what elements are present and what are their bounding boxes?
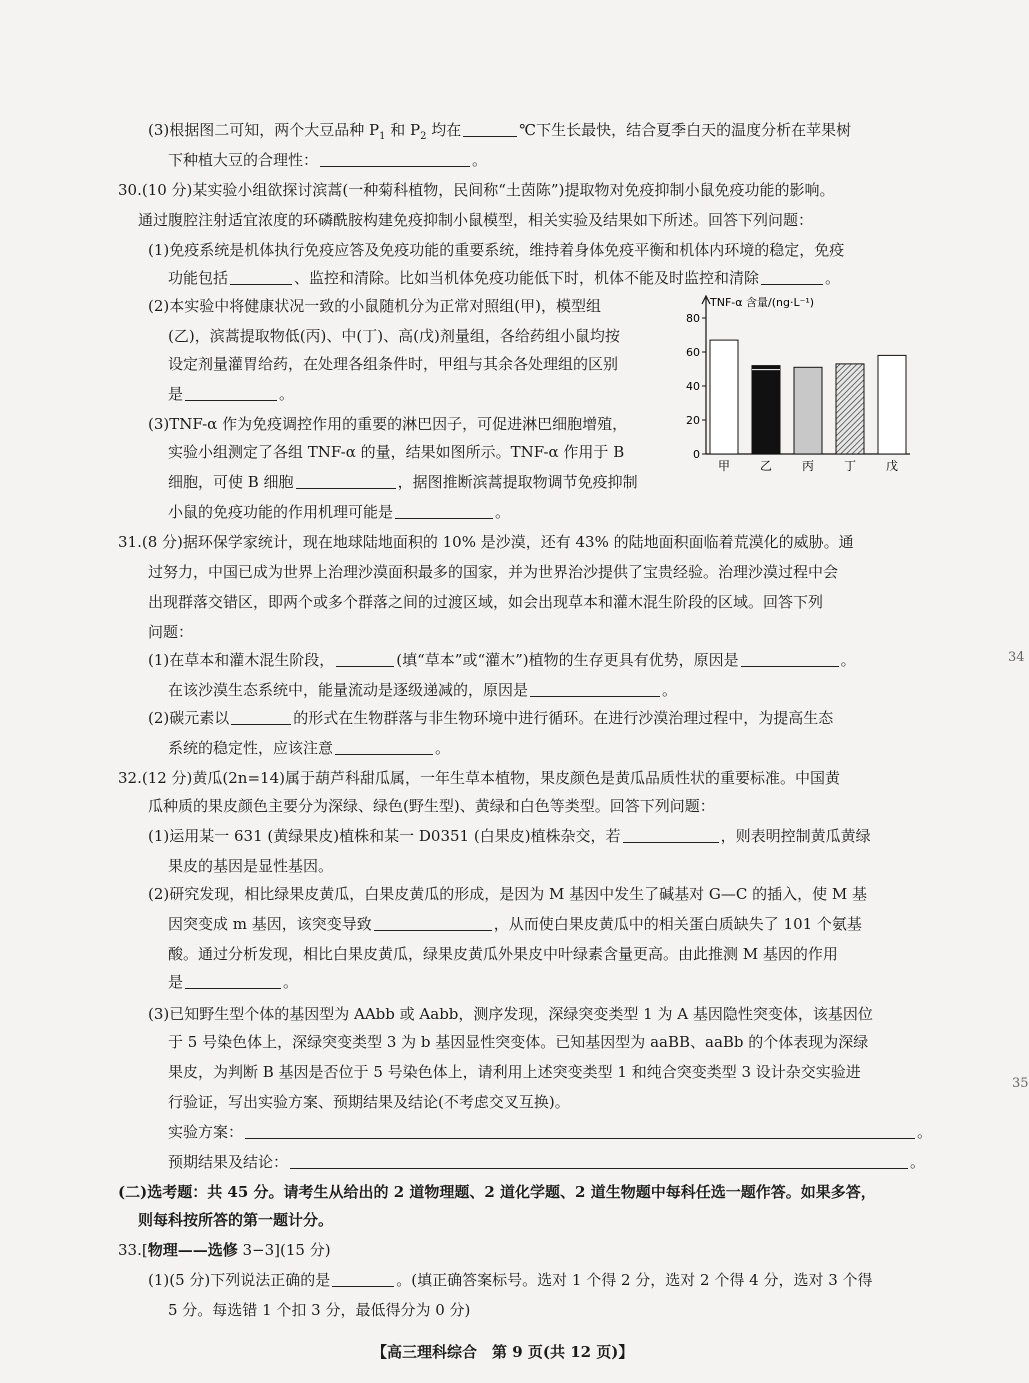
period: 。	[910, 1153, 926, 1171]
answer-blank[interactable]	[336, 651, 394, 667]
q31-part2-line2	[168, 738, 450, 758]
q32-intro-line2: 瓜种质的果皮颜色主要分为深绿、绿色(野生型)、黄绿和白色等类型。回答下列问题：	[148, 797, 715, 815]
section2-heading-line1: (二)选考题：共 45 分。请考生从给出的 2 道物理题、2 道化学题、2 道生物题中每科任选一题作答。如果多答，	[118, 1183, 876, 1201]
y-tick-label: 20	[686, 414, 700, 427]
period: 。	[825, 269, 841, 287]
q32-p2-text1: 因突变成 m 基因，该突变导致	[168, 915, 372, 933]
margin-mark-34: 34	[1008, 650, 1025, 665]
x-category-label: 丙	[801, 459, 815, 473]
period: 。	[840, 651, 856, 669]
answer-blank[interactable]	[245, 1123, 915, 1139]
answer-blank[interactable]	[463, 121, 517, 137]
period: 。	[917, 1123, 933, 1141]
q29-sub1: 1	[379, 131, 386, 142]
q33-p1-text2: 。(填正确答案标号。选对 1 个得 2 分，选对 2 个得 4 分，选对 3 个得	[396, 1271, 873, 1289]
q31-p2-text2: 的形式在生物群落与非生物环境中进行循环。在进行沙漠治理过程中，为提高生态	[293, 709, 834, 727]
page-footer: 【高三理科综合 第 9 页(共 12 页)】	[372, 1343, 634, 1361]
q29-sub2: 2	[420, 131, 427, 142]
bar-乙	[752, 366, 780, 454]
q30-p3-text-c2: ，据图推断滨蒿提取物调节免疫抑制	[397, 473, 638, 491]
q32-intro-line1: 32.(12 分)黄瓜(2n=14)属于葫芦科甜瓜属，一年生草本植物，果皮颜色是黄瓜品质性状的重要标准。中国黄	[118, 769, 840, 787]
q30-part3-line4	[168, 502, 510, 522]
q30-part1-line1: (1)免疫系统是机体执行免疫应答及免疫功能的重要系统，维持着身体免疫平衡和机体内环境的稳定，免疫	[148, 241, 845, 259]
q31-part2-line1	[148, 708, 833, 728]
q31-p1-text3: 在该沙漠生态系统中，能量流动是逐级递减的，原因是	[168, 681, 529, 699]
q33-title-a: 33.[	[118, 1241, 148, 1259]
bar-甲	[710, 340, 738, 454]
x-category-label: 甲	[717, 459, 731, 473]
answer-blank[interactable]	[320, 151, 470, 167]
bar-丙	[794, 367, 822, 454]
q33-part1-line1	[148, 1270, 873, 1290]
q31-part1-line1	[148, 650, 856, 670]
q30-p1-text2: 、监控和清除。比如当机体免疫功能低下时，机体不能及时监控和清除	[294, 269, 760, 287]
y-tick-label: 0	[693, 448, 700, 461]
period: 。	[662, 681, 678, 699]
q31-p1-text2: (填“草本”或“灌木”)植物的生存更具有优势，原因是	[396, 651, 739, 669]
q31-p1-text1: (1)在草本和灌木混生阶段，	[148, 651, 335, 669]
q33-p1-text1: (1)(5 分)下列说法正确的是	[148, 1271, 331, 1289]
q32-part2-line3: 酸。通过分析发现，相比白果皮黄瓜，绿果皮黄瓜外果皮中叶绿素含量更高。由此推测 M 基因的作用	[168, 945, 838, 963]
answer-blank[interactable]	[231, 709, 291, 725]
q33-title-b: 3−3](15 分)	[237, 1241, 331, 1259]
q31-intro-line1: 31.(8 分)据环保学家统计，现在地球陆地面积的 10% 是沙漠，还有 43% 的陆地面积面临着荒漠化的威胁。通	[118, 533, 854, 551]
q31-intro-line4: 问题：	[148, 623, 194, 641]
q30-p3-text-c1: 细胞，可使 B 细胞	[168, 473, 294, 491]
q29-text-b: 和 P	[385, 121, 421, 139]
answer-blank[interactable]	[623, 827, 719, 843]
answer-blank[interactable]	[290, 1153, 908, 1169]
q30-part3-line2: 实验小组测定了各组 TNF-α 的量，结果如图所示。TNF-α 作用于 B	[168, 443, 625, 461]
answer-blank[interactable]	[530, 681, 660, 697]
q30-part2-line3: 设定剂量灌胃给药，在处理各组条件时，甲组与其余各处理组的区别	[168, 355, 619, 373]
q32-part2-line4	[168, 972, 298, 992]
q30-p2-text-d: 是	[168, 385, 184, 403]
q32-p2-text2: ，从而使白果皮黄瓜中的相关蛋白质缺失了 101 个氨基	[493, 915, 862, 933]
answer-blank[interactable]	[296, 473, 396, 489]
q33-title-bold: 物理——选修	[147, 1241, 238, 1259]
q29-text-a: (3)根据图二可知，两个大豆品种 P	[148, 121, 380, 139]
y-tick-label: 40	[686, 380, 700, 393]
x-category-label: 丁	[843, 459, 857, 473]
margin-mark-35: 35	[1012, 1076, 1029, 1091]
q32-part1-line2: 果皮的基因是显性基因。	[168, 857, 334, 875]
q31-part1-line2	[168, 680, 677, 700]
q32-result-line	[168, 1152, 925, 1172]
section2-heading-line2: 则每科按所答的第一题计分。	[138, 1211, 334, 1229]
period: 。	[472, 151, 488, 169]
q33-part1-line2: 5 分。每选错 1 个扣 3 分，最低得分为 0 分)	[168, 1301, 471, 1319]
tnf-alpha-bar-chart	[678, 288, 918, 478]
answer-blank[interactable]	[761, 269, 823, 285]
answer-blank[interactable]	[185, 973, 281, 989]
q32-result-label: 预期结果及结论：	[168, 1153, 289, 1171]
y-tick-label: 80	[686, 312, 700, 325]
q30-p3-text-d: 小鼠的免疫功能的作用机理可能是	[168, 503, 394, 521]
q30-intro-line1: 30.(10 分)某实验小组欲探讨滨蒿(一种菊科植物，民间称“土茵陈”)提取物对免疫抑制小鼠免疫功能的影响。	[118, 181, 835, 199]
q29-text-c: 均在	[426, 121, 462, 139]
q32-part1-line1	[148, 826, 871, 846]
q32-part3-line3: 果皮，为判断 B 基因是否位于 5 号染色体上，请利用上述突变类型 1 和纯合突变类型 3 设计杂交实验进	[168, 1063, 861, 1081]
period: 。	[495, 503, 511, 521]
q30-part2-line2: (乙)，滨蒿提取物低(丙)、中(丁)、高(戊)剂量组，各给药组小鼠均按	[168, 327, 620, 345]
q32-part3-line2: 于 5 号染色体上，深绿突变类型 3 为 b 基因显性突变体。已知基因型为 aaBB、aaBb 的个体表现为深绿	[168, 1033, 869, 1051]
bar-丁	[836, 364, 864, 454]
q30-part3-line1: (3)TNF-α 作为免疫调控作用的重要的淋巴因子，可促进淋巴细胞增殖，	[148, 415, 628, 433]
q32-plan-line	[168, 1122, 932, 1142]
q32-p1-text1: (1)运用某一 631 (黄绿果皮)植株和某一 D0351 (白果皮)植株杂交，若	[148, 827, 621, 845]
y-tick-label: 60	[686, 346, 700, 359]
q32-part3-line4: 行验证，写出实验方案、预期结果及结论(不考虑交叉互换)。	[168, 1093, 570, 1111]
q30-part2-line1: (2)本实验中将健康状况一致的小鼠随机分为正常对照组(甲)，模型组	[148, 297, 601, 315]
q30-intro-line2: 通过腹腔注射适宜浓度的环磷酰胺构建免疫抑制小鼠模型，相关实验及结果如下所述。回答下列问题：	[138, 211, 814, 229]
period: 。	[283, 973, 299, 991]
q32-part2-line2	[168, 914, 862, 934]
q31-intro-line2: 过努力，中国已成为世界上治理沙漠面积最多的国家，并为世界治沙提供了宝贵经验。治理沙漠过程中会	[148, 563, 839, 581]
answer-blank[interactable]	[395, 503, 493, 519]
q29-part3-line1	[148, 120, 851, 147]
q30-p1-text1: 功能包括	[168, 269, 229, 287]
period: 。	[435, 739, 451, 757]
q31-p2-text3: 系统的稳定性，应该注意	[168, 739, 334, 757]
q32-part2-line1: (2)研究发现，相比绿果皮黄瓜，白果皮黄瓜的形成，是因为 M 基因中发生了碱基对 G—C 的插入，使 M 基	[148, 885, 868, 903]
answer-blank[interactable]	[335, 739, 433, 755]
bar-戊	[878, 355, 906, 454]
q32-p2-text4: 是	[168, 973, 184, 991]
q29-text-d: ℃下生长最快，结合夏季白天的温度分析在苹果树	[519, 121, 852, 139]
q32-part3-line1: (3)已知野生型个体的基因型为 AAbb 或 Aabb，测序发现，深绿突变类型 1 为 A 基因隐性突变体，该基因位	[148, 1005, 873, 1023]
q30-part3-line3	[168, 472, 638, 492]
answer-blank[interactable]	[332, 1271, 394, 1287]
period: 。	[279, 385, 295, 403]
q30-part2-line4	[168, 384, 294, 404]
x-category-label: 乙	[759, 459, 773, 473]
q29-text-e: 下种植大豆的合理性：	[168, 151, 319, 169]
q31-p2-text1: (2)碳元素以	[148, 709, 230, 727]
answer-blank[interactable]	[230, 269, 292, 285]
q32-p1-text2: ，则表明控制黄瓜黄绿	[720, 827, 871, 845]
answer-blank[interactable]	[374, 915, 492, 931]
q33-title	[118, 1240, 331, 1260]
q30-part1-line2	[168, 268, 840, 288]
q31-intro-line3: 出现群落交错区，即两个或多个群落之间的过渡区域，如会出现草本和灌木混生阶段的区域。回答下列	[148, 593, 824, 611]
q29-part3-line2	[168, 150, 487, 170]
q32-plan-label: 实验方案：	[168, 1123, 244, 1141]
y-axis-label: TNF-α 含量/(ng·L⁻¹)	[710, 296, 815, 309]
answer-blank[interactable]	[185, 385, 277, 401]
answer-blank[interactable]	[741, 651, 839, 667]
x-category-label: 戊	[885, 459, 899, 473]
